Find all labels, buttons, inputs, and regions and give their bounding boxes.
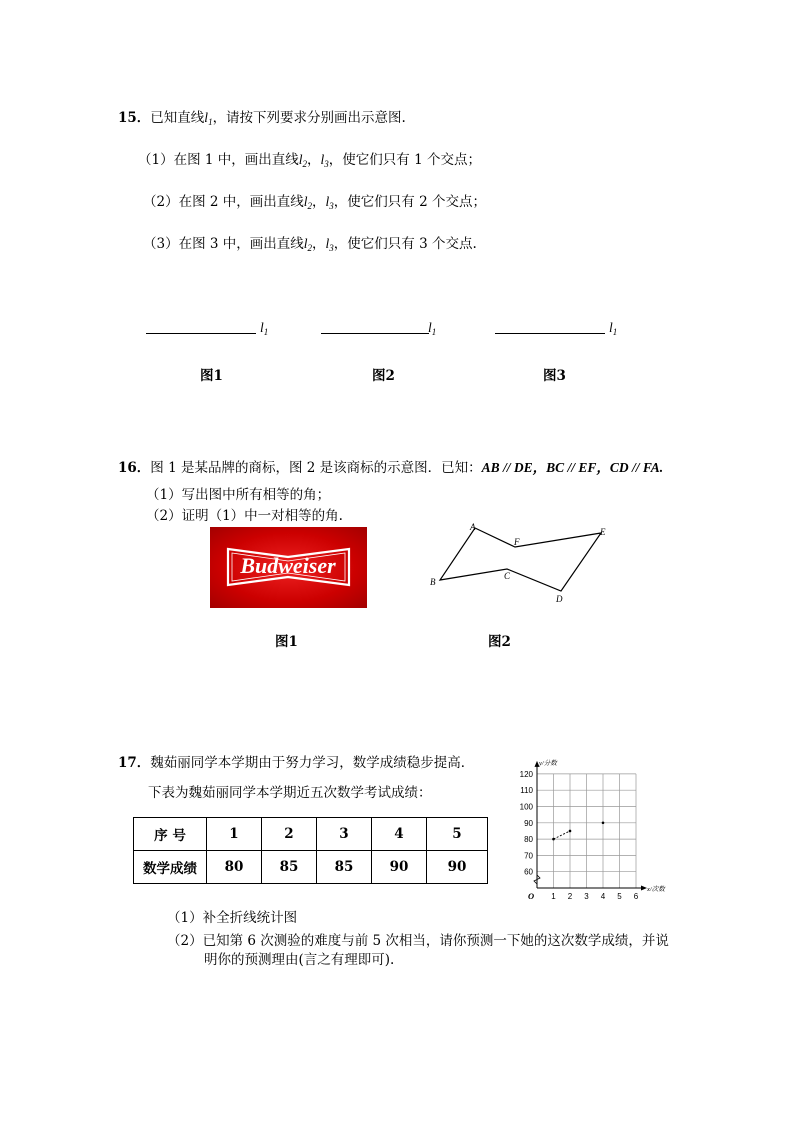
data-point bbox=[569, 830, 572, 833]
q15-item2 bbox=[143, 190, 486, 211]
q15-item1-sep: ， bbox=[307, 152, 321, 168]
q15-item3-end: ，使它们只有 3 个交点. bbox=[333, 236, 477, 252]
q17-stem-text: 魏茹丽同学本学期由于努力学习，数学成绩稳步提高． bbox=[150, 755, 475, 771]
x-tick-label: 5 bbox=[617, 892, 622, 901]
fig2-line-l1 bbox=[321, 333, 429, 334]
point-label-D: D bbox=[556, 594, 563, 604]
fig1-line-label bbox=[260, 320, 268, 337]
series-line bbox=[554, 831, 571, 839]
point-label-A: A bbox=[470, 522, 476, 532]
q15-stem-text: 已知直线 bbox=[150, 110, 205, 126]
fig3-l: l bbox=[609, 320, 613, 335]
y-axis-label: y/分数 bbox=[539, 759, 557, 767]
fig2-line-label bbox=[428, 320, 436, 337]
data-point bbox=[552, 838, 555, 841]
q15-fig1-label: 图1 bbox=[200, 368, 223, 384]
hexagon-outline bbox=[440, 528, 601, 591]
q15-number: 15． bbox=[118, 110, 151, 126]
bowtie-logo-icon bbox=[210, 527, 367, 608]
fig1-line-l1 bbox=[146, 333, 256, 334]
score-line-chart bbox=[512, 757, 665, 902]
q15-item2-text: （2）在图 2 中，画出直线 bbox=[143, 194, 304, 210]
x-tick-label: 4 bbox=[600, 892, 606, 901]
q15-item3-l2: l bbox=[303, 236, 308, 251]
table-cell: 90 bbox=[372, 851, 427, 884]
point-label-C: C bbox=[504, 571, 511, 581]
q15-item2-l3: l bbox=[325, 194, 330, 209]
table-row-label: 数学成绩 bbox=[134, 851, 207, 884]
q15-item1 bbox=[138, 148, 481, 169]
q15-item1-l3-sub: 3 bbox=[324, 159, 329, 169]
q16-stem bbox=[118, 456, 663, 476]
q15-stem bbox=[118, 106, 406, 127]
score-table bbox=[133, 817, 488, 884]
q15-item3-text: （3）在图 3 中，画出直线 bbox=[143, 236, 304, 252]
origin-label: O bbox=[528, 891, 535, 901]
q15-stem-sub: 1 bbox=[208, 117, 213, 127]
q17-item2-line2: 明你的预测理由(言之有理即可). bbox=[204, 952, 395, 968]
x-tick-label: 3 bbox=[584, 892, 589, 901]
data-point bbox=[602, 822, 605, 825]
y-tick-label: 70 bbox=[524, 851, 533, 861]
q17-stem bbox=[118, 751, 474, 771]
x-tick-label: 6 bbox=[633, 892, 639, 901]
y-tick-label: 90 bbox=[524, 818, 533, 828]
fig2-l: l bbox=[428, 320, 432, 335]
q15-fig2-label: 图2 bbox=[372, 368, 395, 384]
y-tick-label: 120 bbox=[519, 769, 533, 779]
logo-wordmark: Budweiser bbox=[240, 553, 336, 578]
hexagon-diagram bbox=[425, 518, 615, 608]
q15-fig3-label: 图3 bbox=[543, 368, 566, 384]
q15-item2-end: ，使它们只有 2 个交点； bbox=[333, 194, 486, 210]
q16-item2: （2）证明（1）中一对相等的角. bbox=[146, 508, 343, 524]
table-cell: 85 bbox=[317, 851, 372, 884]
point-label-E: E bbox=[600, 527, 606, 537]
q15-item2-l2-sub: 2 bbox=[307, 201, 313, 211]
q15-item3-l3-sub: 3 bbox=[329, 243, 334, 253]
q15-stem-end: ，请按下列要求分别画出示意图. bbox=[212, 110, 406, 126]
table-cell: 1 bbox=[207, 818, 262, 851]
q16-item1: （1）写出图中所有相等的角； bbox=[146, 487, 331, 503]
q15-item1-l2: l bbox=[298, 152, 303, 167]
fig3-line-label bbox=[609, 320, 617, 337]
q15-item3-l3: l bbox=[325, 236, 330, 251]
q16-fig2-label: 图2 bbox=[488, 634, 511, 650]
q15-item2-l2: l bbox=[303, 194, 308, 209]
table-row-index bbox=[134, 818, 488, 851]
q15-item3 bbox=[143, 232, 477, 253]
x-axis-label: x/次数 bbox=[647, 886, 665, 893]
fig1-l: l bbox=[260, 320, 264, 335]
q16-stem-text: 图 1 是某品牌的商标，图 2 是该商标的示意图．已知： bbox=[150, 460, 482, 476]
q15-stem-var: l bbox=[204, 110, 209, 125]
fig1-l-sub: 1 bbox=[263, 327, 269, 337]
q15-item1-l2-sub: 2 bbox=[302, 159, 308, 169]
q15-item1-l3: l bbox=[320, 152, 325, 167]
q17-table-intro: 下表为魏茹丽同学本学期近五次数学考试成绩： bbox=[148, 785, 432, 801]
q15-item2-l3-sub: 3 bbox=[329, 201, 334, 211]
fig3-line-l1 bbox=[495, 333, 605, 334]
fig2-l-sub: 1 bbox=[431, 327, 437, 337]
table-cell: 5 bbox=[427, 818, 488, 851]
q17-item2-line1: （2）已知第 6 次测验的难度与前 5 次相当，请你预测一下她的这次数学成绩，并说 bbox=[167, 933, 669, 949]
x-tick-label: 2 bbox=[567, 892, 573, 901]
table-cell: 4 bbox=[372, 818, 427, 851]
table-cell: 80 bbox=[207, 851, 262, 884]
q15-item2-sep: ， bbox=[312, 194, 326, 210]
point-label-B: B bbox=[430, 577, 436, 587]
q16-number: 16． bbox=[118, 460, 151, 476]
x-tick-label: 1 bbox=[551, 892, 556, 901]
y-tick-label: 110 bbox=[520, 786, 533, 796]
table-cell: 90 bbox=[427, 851, 488, 884]
q15-item1-text: （1）在图 1 中，画出直线 bbox=[138, 152, 299, 168]
y-tick-label: 60 bbox=[524, 867, 533, 877]
budweiser-logo bbox=[210, 527, 367, 608]
table-header-label: 序 号 bbox=[134, 818, 207, 851]
q17-number: 17． bbox=[118, 755, 151, 771]
y-tick-label: 100 bbox=[519, 802, 533, 812]
q16-conditions: AB // DE，BC // EF，CD // FA. bbox=[481, 460, 664, 475]
table-cell: 85 bbox=[262, 851, 317, 884]
point-label-F: F bbox=[514, 537, 520, 547]
q15-item1-end: ，使它们只有 1 个交点； bbox=[328, 152, 481, 168]
y-tick-label: 80 bbox=[524, 835, 533, 845]
table-row-scores bbox=[134, 851, 488, 884]
table-cell: 2 bbox=[262, 818, 317, 851]
q17-item1: （1）补全折线统计图 bbox=[167, 910, 298, 926]
table-cell: 3 bbox=[317, 818, 372, 851]
q15-item3-l2-sub: 2 bbox=[307, 243, 313, 253]
fig3-l-sub: 1 bbox=[612, 327, 618, 337]
q15-item3-sep: ， bbox=[312, 236, 326, 252]
q16-fig1-label: 图1 bbox=[275, 634, 298, 650]
